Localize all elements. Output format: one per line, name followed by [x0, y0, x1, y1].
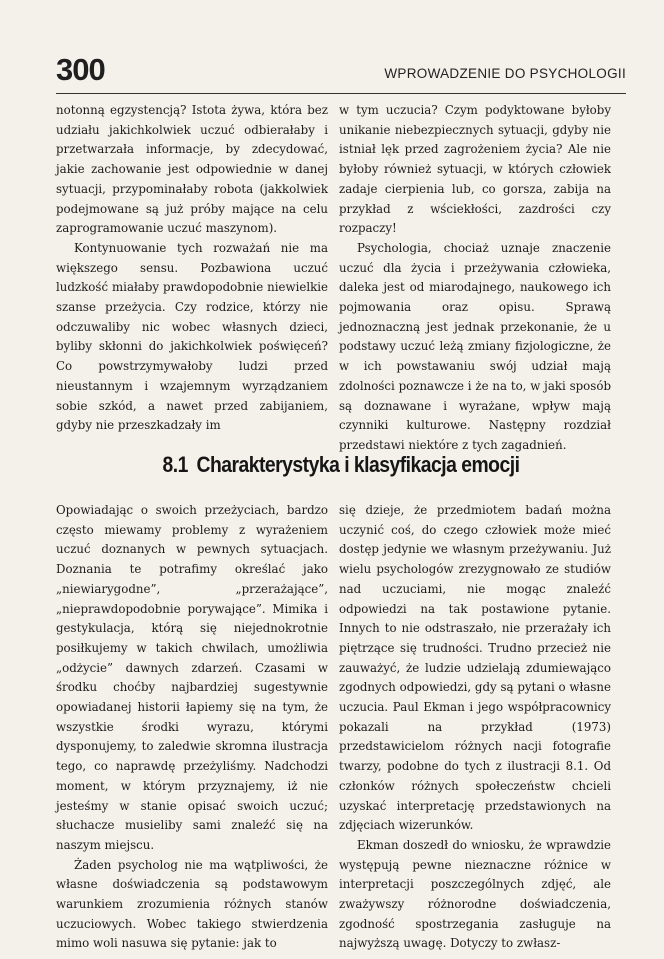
page-header	[56, 52, 626, 92]
paragraph: w tym uczucia? Czym podyktowane byłoby unikanie niebezpiecznych sytuacji, gdyby nie istniał lęk przed zagrożeniem życia? Ale nie byłoby również sytuacji, w których człowiek zadaje cierpienia lub, co gorsza, zabija na przykład z wściekłości, zazdrości czy rozpaczy!	[339, 103, 611, 236]
section-title: Charakterystyka i klasyfikacja emocji	[196, 452, 520, 477]
lower-left-column	[56, 501, 328, 954]
upper-left-column	[56, 101, 328, 436]
running-head: WPROWADZENIE DO PSYCHOLOGII	[384, 66, 626, 81]
paragraph: Żaden psycholog nie ma wątpliwości, że własne doświadczenia są podstawowym warunkiem zrozumienia różnych stanów uczuciowych. Wobec takiego stwierdzenia mimo woli nasuwa się pytanie: jak to	[56, 857, 328, 951]
section-heading	[96, 452, 586, 478]
page-number: 300	[56, 52, 105, 87]
header-rule	[56, 93, 626, 94]
upper-right-column	[339, 101, 611, 456]
paragraph: Opowiadając o swoich przeżyciach, bardzo często miewamy problemy z wyrażeniem uczuć doznanych w pewnych sytuacjach. Doznania te potrafimy określać jako „niewiarygodne”, „przerażające”, „nieprawdopodobnie porywające”. Mimika i gestykulacja, którą się niejednokrotnie posiłkujemy w takich chwilach, umożliwia „odżycie” dawnych zdarzeń. Czasami w środku choćby najbardziej sugestywnie opowiadanej historii łapiemy się na tym, że wszystkie środki wyrazu, którymi dysponujemy, to zaledwie skromna ilustracja tego, co naprawdę przeżyliśmy. Nadchodzi moment, w którym przyznajemy, iż nie jesteśmy w stanie opisać swoich uczuć; słuchacze musieliby sami znaleźć się na naszym miejscu.	[56, 503, 328, 852]
section-number: 8.1	[162, 452, 188, 477]
paragraph: Psychologia, chociaż uznaje znaczenie uczuć dla życia i przeżywania człowieka, daleka jest od miarodajnego, naukowego ich pojmowania oraz opisu. Sprawą jednoznaczną jest jednak przekonanie, że u podstawy uczuć leżą zmiany fizjologiczne, że w ich powstawaniu swój udział mają zdolności poznawcze i że na to, w jaki sposób są doznawane i wyrażane, wpływ mają czynniki kulturowe. Następny rozdział przedstawi niektóre z tych zagadnień.	[339, 240, 611, 452]
paragraph: Ekman doszedł do wniosku, że wprawdzie występują pewne nieznaczne różnice w interpretacji poszczególnych zdjęć, ale zważywszy różnorodne doświadczenia, zgodność spostrzegania zasługuje na najwyższą uwagę. Dotyczy to zwłasz-	[339, 837, 611, 951]
paragraph: Kontynuowanie tych rozważań nie ma większego sensu. Pozbawiona uczuć ludzkość miałaby prawdopodobnie niewielkie szanse przeżycia. Czy rodzice, którzy nie odczuwaliby nic wobec własnych dzieci, byliby skłonni do jakichkolwiek poświęceń? Co powstrzymywałoby ludzi przed nieustannym i wzajemnym wyrządzaniem sobie szkód, a nawet przed zabijaniem, gdyby nie przeszkadzały im	[56, 240, 328, 433]
paragraph: notonną egzystencją? Istota żywa, która bez udziału jakichkolwiek uczuć odbierałaby i przetwarzała informacje, by zdecydować, jakie zachowanie jest odpowiednie w danej sytuacji, przypominałaby robota (jakkolwiek podejmowane są już próby mające na celu zaprogramowanie uczuć maszynom).	[56, 103, 328, 236]
lower-right-column	[339, 501, 611, 954]
paragraph: się dzieje, że przedmiotem badań można uczynić coś, do czego człowiek może mieć dostęp jedynie we własnym przeżywaniu. Już wielu psychologów zrezygnowało ze studiów nad uczuciami, nie mogąc znaleźć odpowiedzi na tak postawione pytanie. Innych to nie odstraszało, nie przerażały ich piętrzące się trudności. Trudno przecież nie zauważyć, że ludzie udzielają zdumiewająco zgodnych odpowiedzi, gdy są pytani o własne uczucia. Paul Ekman i jego współpracownicy pokazali na przykład (1973) przedstawicielom różnych nacji fotografie twarzy, podobne do tych z ilustracji 8.1. Od członków różnych społeczeństw chcieli uzyskać interpretację przedstawionych na zdjęciach wizerunków.	[339, 503, 611, 833]
